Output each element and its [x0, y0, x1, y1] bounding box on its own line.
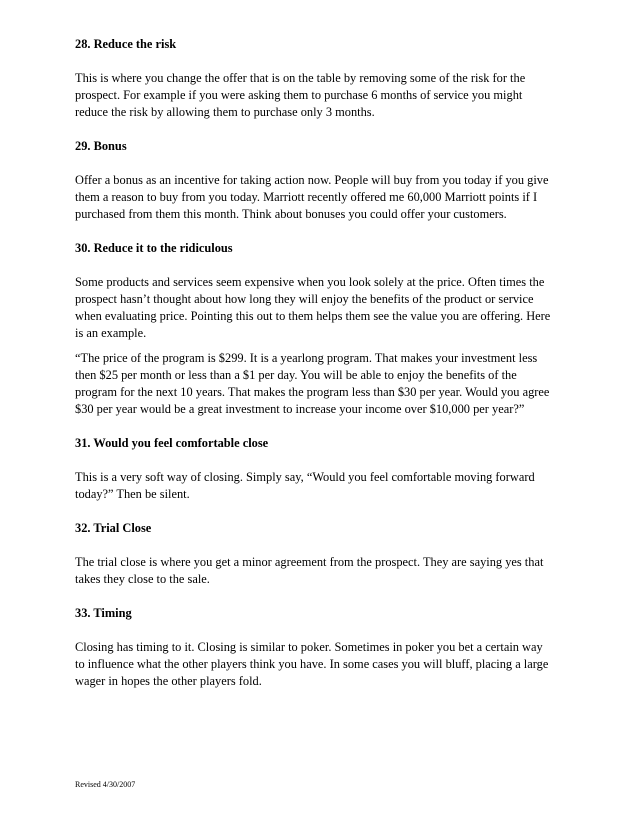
paragraph-line: reduce the risk by allowing them to purchase only 3 months.: [75, 105, 375, 119]
paragraph-line: them a reason to buy from you today. Marriott recently offered me 60,000 Marriott points if I: [75, 190, 538, 204]
paragraph-line: Some products and services seem expensive when you look solely at the price. Often times the: [75, 275, 545, 289]
paragraph-line: takes they close to the sale.: [75, 572, 210, 586]
section-reduce-to-the-ridiculous: [75, 240, 575, 418]
section-reduce-the-risk: [75, 36, 575, 121]
paragraph-line: program for the next 10 years. That makes the program less than $30 per year. Would you agree: [75, 385, 550, 399]
paragraph-line: This is a very soft way of closing. Simply say, “Would you feel comfortable moving forward: [75, 470, 535, 484]
paragraph-line: Offer a bonus as an incentive for taking action now. People will buy from you today if you give: [75, 173, 549, 187]
section-heading: 32. Trial Close: [75, 521, 152, 535]
section-paragraph: [75, 172, 575, 223]
section-would-you-feel-comfortable-close: [75, 435, 575, 503]
example-quote: [75, 350, 575, 418]
paragraph-line: $30 per year would be a great investment to increase your income over $10,000 per year?”: [75, 402, 525, 416]
paragraph-line: The trial close is where you get a minor agreement from the prospect. They are saying yes that: [75, 555, 544, 569]
paragraph-line: “The price of the program is $299. It is a yearlong program. That makes your investment less: [75, 351, 538, 365]
paragraph-line: to influence what the other players think you have. In some cases you will bluff, placing a large: [75, 657, 549, 671]
paragraph-line: purchased from them this month. Think about bonuses you could offer your customers.: [75, 207, 507, 221]
section-bonus: [75, 138, 575, 223]
paragraph-line: This is where you change the offer that is on the table by removing some of the risk for the: [75, 71, 526, 85]
section-heading: 30. Reduce it to the ridiculous: [75, 241, 233, 255]
paragraph-line: when evaluating price. Pointing this out to them helps them see the value you are offering. Here: [75, 309, 551, 323]
section-heading: 33. Timing: [75, 606, 132, 620]
paragraph-line: Closing has timing to it. Closing is similar to poker. Sometimes in poker you bet a certain way: [75, 640, 543, 654]
paragraph-line: prospect hasn’t thought about how long they will enjoy the benefits of the product or service: [75, 292, 534, 306]
section-heading: 29. Bonus: [75, 139, 127, 153]
section-trial-close: [75, 520, 575, 588]
paragraph-line: is an example.: [75, 326, 147, 340]
section-heading: 28. Reduce the risk: [75, 37, 177, 51]
document-page: [75, 36, 575, 707]
paragraph-line: wager in hopes the other players fold.: [75, 674, 262, 688]
paragraph-line: today?” Then be silent.: [75, 487, 190, 501]
section-paragraph: [75, 469, 575, 503]
section-timing: [75, 605, 575, 690]
section-paragraph: [75, 554, 575, 588]
section-paragraph: [75, 274, 575, 342]
revision-footer: Revised 4/30/2007: [75, 780, 136, 789]
section-heading: 31. Would you feel comfortable close: [75, 436, 269, 450]
section-paragraph: [75, 70, 575, 121]
paragraph-line: then $25 per month or less than a $1 per day. You will be able to enjoy the benefits of the: [75, 368, 517, 382]
section-paragraph: [75, 639, 575, 690]
paragraph-line: prospect. For example if you were asking them to purchase 6 months of service you might: [75, 88, 523, 102]
